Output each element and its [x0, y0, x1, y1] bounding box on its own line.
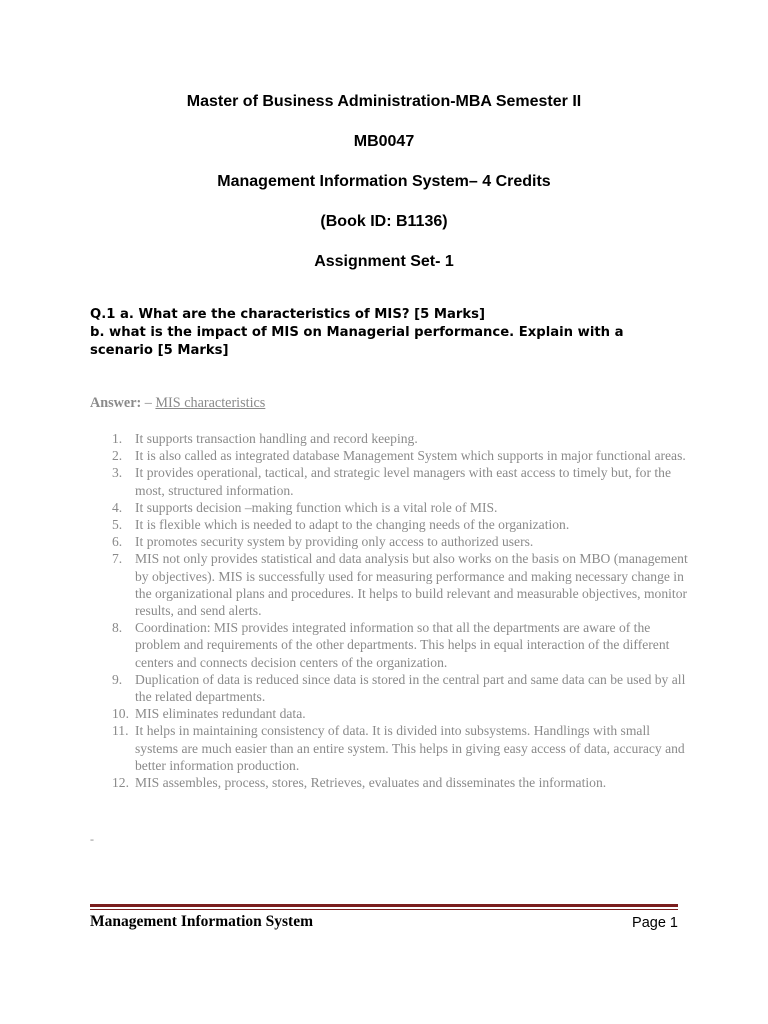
list-item-number: 9. [112, 671, 123, 687]
list-item-text: It promotes security system by providing only access to authorized users. [135, 534, 534, 550]
list-item-text: MIS assembles, process, stores, Retrieves, evaluates and disseminates the information. [135, 775, 607, 791]
trailing-mark: - [90, 832, 94, 846]
list-item-text: Duplication of data is reduced since data is stored in the central part and same data can be used by all the related departments. [135, 671, 686, 705]
page-number: Page 1 [632, 915, 678, 931]
list-item-text: It supports transaction handling and record keeping. [135, 431, 418, 446]
answer-separator: – [141, 395, 156, 411]
list-item-text: It is flexible which is needed to adapt to the changing needs of the organization. [135, 517, 570, 533]
list-item [90, 722, 690, 774]
list-item [90, 430, 690, 447]
footer-title: Management Information System [90, 913, 314, 930]
list-item [90, 619, 690, 671]
list-item [90, 464, 690, 498]
list-item-number: 3. [112, 465, 123, 481]
list-item-text: MIS not only provides statistical and data analysis but also works on the basis on MBO (management by objectives). MIS is successfully used for measuring performance and making necessary change in the organizational plans and procedures. It helps to build relevant and measurable objectives, monitor results, and send alerts. [135, 551, 688, 619]
list-item-number: 11. [112, 723, 129, 739]
assignment-title: Assignment Set- 1 [314, 253, 454, 270]
question-part-a: Q.1 a. What are the characteristics of MIS? [5 Marks] [90, 307, 486, 322]
footer-rule-thin [90, 909, 678, 910]
footer-rule-thick [90, 904, 678, 907]
answer-subtitle: MIS characteristics [155, 395, 266, 411]
list-item-number: 7. [112, 551, 123, 567]
course-title: Management Information System– 4 Credits [217, 173, 551, 190]
list-item-text: It supports decision –making function which is a vital role of MIS. [135, 499, 498, 515]
list-item [90, 705, 690, 722]
program-title: Master of Business Administration-MBA Semester II [186, 93, 582, 110]
list-item-number: 1. [112, 431, 123, 446]
list-item-text: Coordination: MIS provides integrated information so that all the departments are aware of the problem and requirements of the other departments. This helps in equal interaction of the different centers and connects decision centers of the organization. [135, 620, 670, 670]
list-item [90, 499, 690, 516]
list-item [90, 774, 690, 791]
list-item-number: 4. [112, 499, 123, 515]
list-item-number: 12. [112, 775, 129, 791]
list-item-text: MIS eliminates redundant data. [135, 706, 306, 722]
list-item [90, 671, 690, 705]
course-code: MB0047 [353, 133, 415, 150]
question-part-b: b. what is the impact of MIS on Managerial performance. Explain with a scenario [5 Marks] [90, 325, 624, 358]
list-item [90, 447, 690, 464]
list-item-number: 5. [112, 517, 123, 533]
list-item [90, 516, 690, 533]
book-id: (Book ID: B1136) [320, 213, 448, 230]
list-item-text: It provides operational, tactical, and strategic level managers with east access to timely but, for the most, structured information. [135, 465, 672, 498]
list-item-number: 2. [112, 448, 123, 464]
list-item-text: It helps in maintaining consistency of data. It is divided into subsystems. Handlings with small systems are much easier than an entire system. This helps in giving easy access of data, accuracy and better information production. [135, 723, 685, 773]
characteristics-list [90, 430, 690, 791]
list-item-number: 10. [112, 706, 129, 722]
answer-heading [90, 394, 265, 412]
list-item [90, 550, 690, 619]
list-item-number: 8. [112, 620, 123, 636]
answer-label: Answer: [90, 395, 142, 411]
list-item [90, 533, 690, 550]
list-item-number: 6. [112, 534, 123, 550]
list-item-text: It is also called as integrated database Management System which supports in major functional areas. [135, 448, 686, 464]
